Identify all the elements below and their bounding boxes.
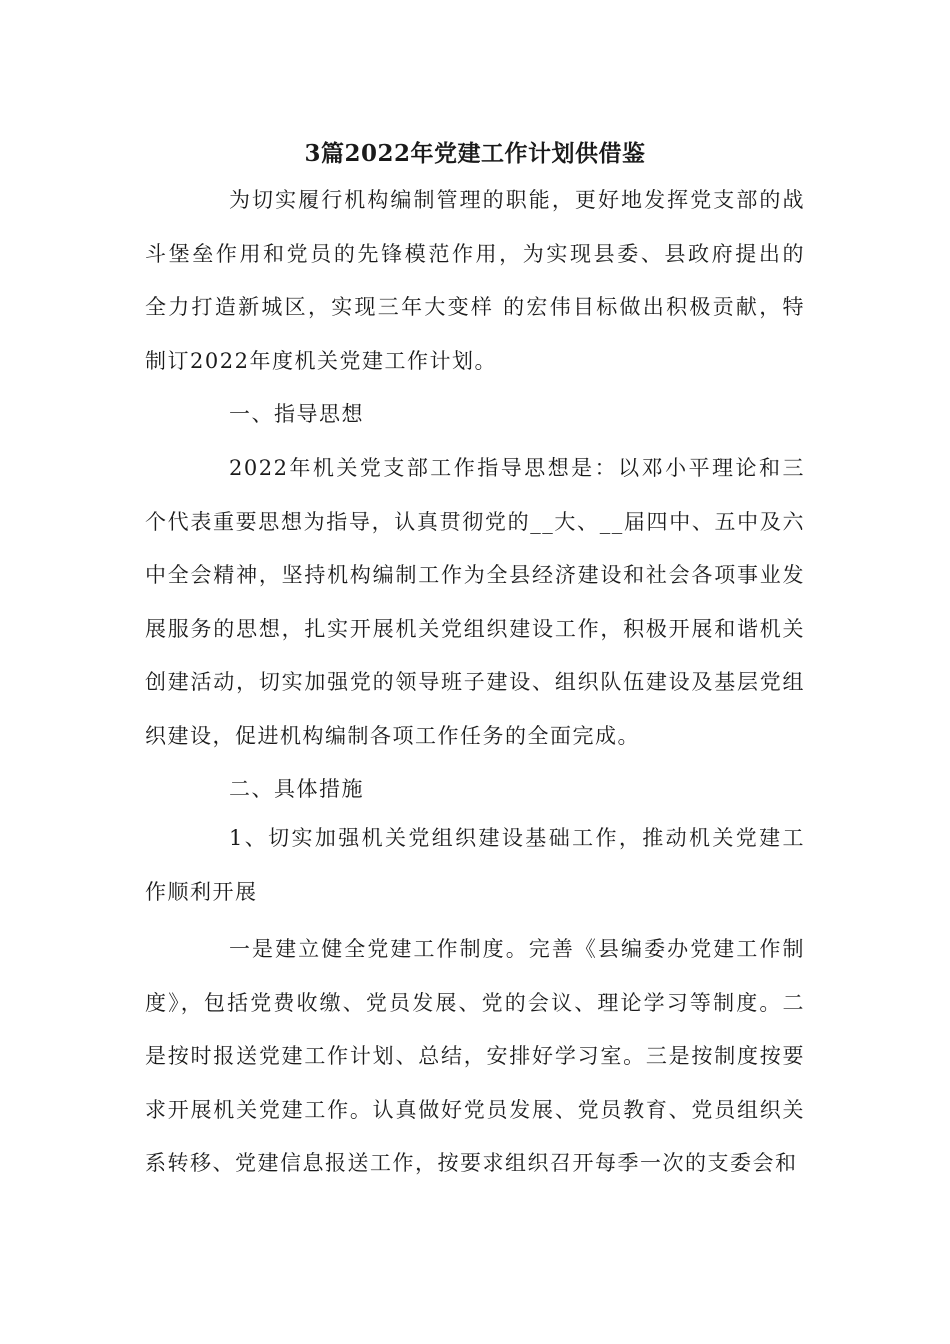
section-heading-guiding-ideology: 一、指导思想 <box>229 402 364 426</box>
intro-paragraph: 为切实履行机构编制管理的职能，更好地发挥党支部的战斗堡垒作用和党员的先锋模范作用，为实现县委、县政府提出的 全力打造新城区，实现三年大变样 的宏伟目标做出积极贡献，特制订2022年度机关党建工作计划。 <box>145 188 805 373</box>
measure-1-title: 1、切实加强机关党组织建设基础工作，推动机关党建工作顺利开展 <box>145 826 805 904</box>
section-heading-specific-measures: 二、具体措施 <box>229 777 364 801</box>
document-title: 3篇2022年党建工作计划供借鉴 <box>304 140 646 167</box>
guiding-ideology-paragraph: 2022年机关党支部工作指导思想是：以邓小平理论和三个代表重要思想为指导，认真贯彻党的__大、__届四中、五中及六中全会精神，坚持机构编制工作为全县经济建设和社会各项事业发展服务的思想，扎实开展机关党组织建设工作，积极开展和谐机关创建活动，切实加强党的领导班子建设、组织队伍建设及基层党组织建设，促进机构编制各项工作任务的全面完成。 <box>145 456 805 748</box>
measure-1-paragraph: 一是建立健全党建工作制度。完善《县编委办党建工作制度》，包括党费收缴、党员发展、党的会议、理论学习等制度。二是按时报送党建工作计划、总结，安排好学习室。三是按制度按要求开展机关党建工作。认真做好党员发展、党员教育、党员组织关系转移、党建信息报送工作，按要求组织召开每季一次的支委会和 <box>145 937 805 1175</box>
